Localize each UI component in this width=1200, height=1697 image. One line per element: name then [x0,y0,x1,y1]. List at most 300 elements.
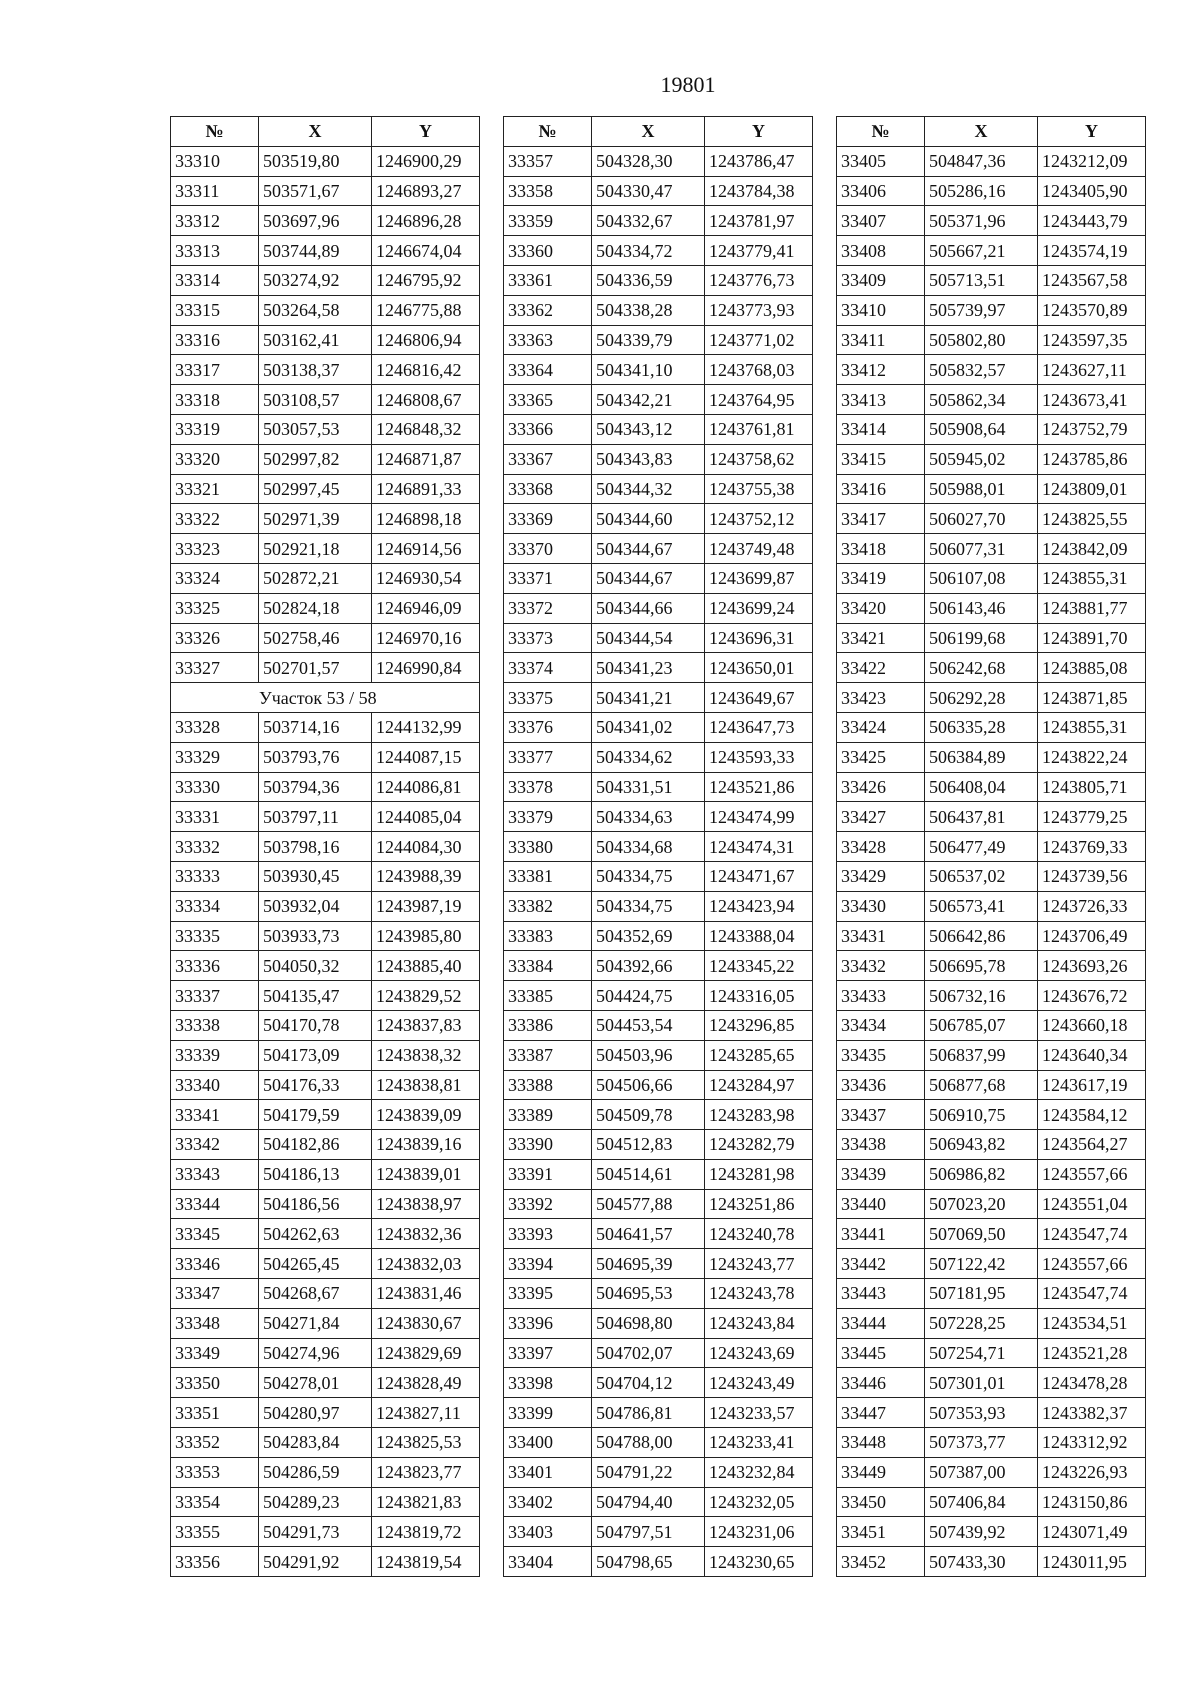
y-coordinate: 1246893,27 [372,176,480,206]
table-row [504,1100,813,1130]
table-row [837,176,1146,206]
y-coordinate: 1243557,66 [1038,1159,1146,1189]
point-number: 33406 [837,176,925,206]
y-coordinate: 1243226,93 [1038,1457,1146,1487]
point-number: 33431 [837,921,925,951]
table-row [504,146,813,176]
table-row [171,742,480,772]
y-coordinate: 1243839,09 [372,1100,480,1130]
y-coordinate: 1243829,52 [372,981,480,1011]
y-coordinate: 1243282,79 [705,1130,813,1160]
y-coordinate: 1243243,77 [705,1249,813,1279]
point-number: 33443 [837,1279,925,1309]
table-row [504,1398,813,1428]
table-row [837,1398,1146,1428]
x-coordinate: 504050,32 [259,951,372,981]
x-coordinate: 504641,57 [592,1219,705,1249]
table-row [837,1249,1146,1279]
y-coordinate: 1243805,71 [1038,772,1146,802]
x-coordinate: 503933,73 [259,921,372,951]
point-number: 33381 [504,861,592,891]
x-coordinate: 505862,34 [925,385,1038,415]
x-coordinate: 504509,78 [592,1100,705,1130]
x-coordinate: 507406,84 [925,1487,1038,1517]
point-number: 33449 [837,1457,925,1487]
header-y: Y [372,117,480,147]
x-coordinate: 504344,67 [592,534,705,564]
table-row [837,742,1146,772]
point-number: 33425 [837,742,925,772]
y-coordinate: 1243726,33 [1038,891,1146,921]
y-coordinate: 1246775,88 [372,295,480,325]
y-coordinate: 1243837,83 [372,1010,480,1040]
point-number: 33439 [837,1159,925,1189]
table-row [504,1517,813,1547]
point-number: 33343 [171,1159,259,1189]
y-coordinate: 1243739,56 [1038,861,1146,891]
table-row [171,593,480,623]
table-row [837,534,1146,564]
point-number: 33317 [171,355,259,385]
point-number: 33330 [171,772,259,802]
y-coordinate: 1243474,99 [705,802,813,832]
point-number: 33402 [504,1487,592,1517]
point-number: 33334 [171,891,259,921]
y-coordinate: 1243822,24 [1038,742,1146,772]
point-number: 33379 [504,802,592,832]
x-coordinate: 504291,92 [259,1547,372,1577]
point-number: 33332 [171,832,259,862]
x-coordinate: 503744,89 [259,236,372,266]
point-number: 33436 [837,1070,925,1100]
y-coordinate: 1243823,77 [372,1457,480,1487]
y-coordinate: 1243779,41 [705,236,813,266]
table-row [171,623,480,653]
table-row [171,563,480,593]
point-number: 33347 [171,1279,259,1309]
y-coordinate: 1243825,55 [1038,504,1146,534]
x-coordinate: 503697,96 [259,206,372,236]
table-row [504,1189,813,1219]
point-number: 33434 [837,1010,925,1040]
y-coordinate: 1243755,38 [705,474,813,504]
y-coordinate: 1243842,09 [1038,534,1146,564]
point-number: 33349 [171,1338,259,1368]
table-row [837,1100,1146,1130]
table-row [171,1249,480,1279]
point-number: 33316 [171,325,259,355]
point-number: 33418 [837,534,925,564]
y-coordinate: 1243551,04 [1038,1189,1146,1219]
point-number: 33371 [504,563,592,593]
y-coordinate: 1243773,93 [705,295,813,325]
y-coordinate: 1246930,54 [372,563,480,593]
point-number: 33321 [171,474,259,504]
x-coordinate: 506537,02 [925,861,1038,891]
point-number: 33424 [837,712,925,742]
y-coordinate: 1243570,89 [1038,295,1146,325]
y-coordinate: 1243985,80 [372,921,480,951]
y-coordinate: 1243839,16 [372,1130,480,1160]
x-coordinate: 502824,18 [259,593,372,623]
y-coordinate: 1243316,05 [705,981,813,1011]
x-coordinate: 506077,31 [925,534,1038,564]
point-number: 33362 [504,295,592,325]
point-number: 33435 [837,1040,925,1070]
point-number: 33392 [504,1189,592,1219]
table-row [837,981,1146,1011]
x-coordinate: 507439,92 [925,1517,1038,1547]
point-number: 33375 [504,683,592,713]
y-coordinate: 1243443,79 [1038,206,1146,236]
point-number: 33414 [837,414,925,444]
y-coordinate: 1244086,81 [372,772,480,802]
x-coordinate: 503519,80 [259,146,372,176]
table-row [837,206,1146,236]
table-row [504,1219,813,1249]
table-row [837,504,1146,534]
y-coordinate: 1246900,29 [372,146,480,176]
x-coordinate: 506695,78 [925,951,1038,981]
x-coordinate: 506408,04 [925,772,1038,802]
y-coordinate: 1246946,09 [372,593,480,623]
x-coordinate: 503162,41 [259,325,372,355]
table-row [504,1428,813,1458]
x-coordinate: 506242,68 [925,653,1038,683]
table-row [504,802,813,832]
table-header-row [504,117,813,147]
x-coordinate: 504280,97 [259,1398,372,1428]
y-coordinate: 1243828,49 [372,1368,480,1398]
table-row [171,1130,480,1160]
coordinates-table-middle [503,116,813,1577]
x-coordinate: 504512,83 [592,1130,705,1160]
y-coordinate: 1243230,65 [705,1547,813,1577]
x-coordinate: 502997,82 [259,444,372,474]
x-coordinate: 507254,71 [925,1338,1038,1368]
table-row [504,742,813,772]
x-coordinate: 507433,30 [925,1547,1038,1577]
y-coordinate: 1246898,18 [372,504,480,534]
point-number: 33411 [837,325,925,355]
x-coordinate: 504788,00 [592,1428,705,1458]
point-number: 33355 [171,1517,259,1547]
table-row [171,1457,480,1487]
x-coordinate: 504343,12 [592,414,705,444]
table-row [837,1547,1146,1577]
table-row [837,772,1146,802]
point-number: 33428 [837,832,925,862]
x-coordinate: 504577,88 [592,1189,705,1219]
point-number: 33450 [837,1487,925,1517]
section-row [171,683,480,713]
table-row [171,921,480,951]
table-row [171,1100,480,1130]
y-coordinate: 1243749,48 [705,534,813,564]
table-row [504,981,813,1011]
point-number: 33344 [171,1189,259,1219]
point-number: 33386 [504,1010,592,1040]
y-coordinate: 1243987,19 [372,891,480,921]
table-row [171,951,480,981]
y-coordinate: 1243761,81 [705,414,813,444]
table-row [171,1428,480,1458]
x-coordinate: 504265,45 [259,1249,372,1279]
point-number: 33426 [837,772,925,802]
table-row [171,1010,480,1040]
point-number: 33442 [837,1249,925,1279]
table-row [837,921,1146,951]
table-row [837,1219,1146,1249]
y-coordinate: 1243706,49 [1038,921,1146,951]
y-coordinate: 1246970,16 [372,623,480,653]
y-coordinate: 1243593,33 [705,742,813,772]
y-coordinate: 1243660,18 [1038,1010,1146,1040]
y-coordinate: 1243786,47 [705,146,813,176]
table-row [504,1249,813,1279]
y-coordinate: 1246806,94 [372,325,480,355]
x-coordinate: 504424,75 [592,981,705,1011]
table-row [171,891,480,921]
point-number: 33398 [504,1368,592,1398]
point-number: 33354 [171,1487,259,1517]
table-row [837,146,1146,176]
x-coordinate: 503932,04 [259,891,372,921]
table-row [171,1189,480,1219]
point-number: 33404 [504,1547,592,1577]
x-coordinate: 503108,57 [259,385,372,415]
table-row [504,712,813,742]
point-number: 33383 [504,921,592,951]
x-coordinate: 505908,64 [925,414,1038,444]
y-coordinate: 1243693,26 [1038,951,1146,981]
y-coordinate: 1246674,04 [372,236,480,266]
point-number: 33372 [504,593,592,623]
x-coordinate: 503798,16 [259,832,372,862]
point-number: 33422 [837,653,925,683]
x-coordinate: 504289,23 [259,1487,372,1517]
header-no: № [171,117,259,147]
point-number: 33385 [504,981,592,1011]
point-number: 33373 [504,623,592,653]
x-coordinate: 505713,51 [925,265,1038,295]
x-coordinate: 504695,53 [592,1279,705,1309]
table-row [171,355,480,385]
point-number: 33311 [171,176,259,206]
point-number: 33447 [837,1398,925,1428]
x-coordinate: 506384,89 [925,742,1038,772]
point-number: 33342 [171,1130,259,1160]
table-row [837,1517,1146,1547]
coordinates-table-right [836,116,1146,1577]
x-coordinate: 503797,11 [259,802,372,832]
x-coordinate: 504794,40 [592,1487,705,1517]
table-row [504,385,813,415]
x-coordinate: 506910,75 [925,1100,1038,1130]
table-row [171,1159,480,1189]
table-row [171,1547,480,1577]
x-coordinate: 504695,39 [592,1249,705,1279]
x-coordinate: 504344,66 [592,593,705,623]
y-coordinate: 1243830,67 [372,1308,480,1338]
y-coordinate: 1243597,35 [1038,325,1146,355]
table-row [171,534,480,564]
x-coordinate: 504343,83 [592,444,705,474]
x-coordinate: 504503,96 [592,1040,705,1070]
y-coordinate: 1243769,33 [1038,832,1146,862]
y-coordinate: 1243547,74 [1038,1219,1146,1249]
x-coordinate: 507301,01 [925,1368,1038,1398]
x-coordinate: 504179,59 [259,1100,372,1130]
x-coordinate: 504330,47 [592,176,705,206]
y-coordinate: 1243784,38 [705,176,813,206]
y-coordinate: 1243988,39 [372,861,480,891]
point-number: 33397 [504,1338,592,1368]
x-coordinate: 504704,12 [592,1368,705,1398]
x-coordinate: 505739,97 [925,295,1038,325]
table-row [504,1457,813,1487]
point-number: 33430 [837,891,925,921]
table-row [171,1308,480,1338]
header-y: Y [705,117,813,147]
x-coordinate: 504334,63 [592,802,705,832]
table-row [837,861,1146,891]
table-row [504,534,813,564]
point-number: 33403 [504,1517,592,1547]
y-coordinate: 1243768,03 [705,355,813,385]
table-row [504,355,813,385]
table-row [171,832,480,862]
table-row [504,325,813,355]
table-row [171,653,480,683]
x-coordinate: 507373,77 [925,1428,1038,1458]
point-number: 33394 [504,1249,592,1279]
x-coordinate: 507023,20 [925,1189,1038,1219]
table-row [504,832,813,862]
point-number: 33346 [171,1249,259,1279]
header-x: X [592,117,705,147]
point-number: 33417 [837,504,925,534]
point-number: 33391 [504,1159,592,1189]
coordinates-table-left [170,116,480,1577]
y-coordinate: 1243388,04 [705,921,813,951]
point-number: 33365 [504,385,592,415]
header-x: X [925,117,1038,147]
x-coordinate: 506027,70 [925,504,1038,534]
table-row [171,861,480,891]
table-row [504,504,813,534]
point-number: 33367 [504,444,592,474]
point-number: 33328 [171,712,259,742]
y-coordinate: 1243699,87 [705,563,813,593]
table-row [171,176,480,206]
table-row [837,385,1146,415]
point-number: 33399 [504,1398,592,1428]
x-coordinate: 507387,00 [925,1457,1038,1487]
point-number: 33415 [837,444,925,474]
y-coordinate: 1243584,12 [1038,1100,1146,1130]
table-row [837,683,1146,713]
x-coordinate: 504514,61 [592,1159,705,1189]
table-row [171,981,480,1011]
table-row [837,623,1146,653]
point-number: 33356 [171,1547,259,1577]
table-row [504,1130,813,1160]
table-row [171,1517,480,1547]
x-coordinate: 506143,46 [925,593,1038,623]
y-coordinate: 1243382,37 [1038,1398,1146,1428]
x-coordinate: 504334,75 [592,861,705,891]
table-row [837,236,1146,266]
x-coordinate: 506877,68 [925,1070,1038,1100]
table-row [504,1070,813,1100]
point-number: 33314 [171,265,259,295]
point-number: 33421 [837,623,925,653]
y-coordinate: 1244087,15 [372,742,480,772]
point-number: 33312 [171,206,259,236]
point-number: 33318 [171,385,259,415]
table-row [837,1070,1146,1100]
table-row [504,1308,813,1338]
x-coordinate: 504702,07 [592,1338,705,1368]
y-coordinate: 1243871,85 [1038,683,1146,713]
y-coordinate: 1243650,01 [705,653,813,683]
y-coordinate: 1243281,98 [705,1159,813,1189]
table-row [837,1040,1146,1070]
x-coordinate: 506642,86 [925,921,1038,951]
y-coordinate: 1243285,65 [705,1040,813,1070]
x-coordinate: 504336,59 [592,265,705,295]
point-number: 33374 [504,653,592,683]
table-row [171,474,480,504]
point-number: 33395 [504,1279,592,1309]
x-coordinate: 504453,54 [592,1010,705,1040]
x-coordinate: 504334,75 [592,891,705,921]
y-coordinate: 1243838,97 [372,1189,480,1219]
point-number: 33368 [504,474,592,504]
point-number: 33339 [171,1040,259,1070]
y-coordinate: 1243752,12 [705,504,813,534]
x-coordinate: 505945,02 [925,444,1038,474]
point-number: 33416 [837,474,925,504]
x-coordinate: 504268,67 [259,1279,372,1309]
point-number: 33326 [171,623,259,653]
y-coordinate: 1243405,90 [1038,176,1146,206]
point-number: 33313 [171,236,259,266]
header-no: № [837,117,925,147]
table-row [837,891,1146,921]
y-coordinate: 1243547,74 [1038,1279,1146,1309]
point-number: 33389 [504,1100,592,1130]
x-coordinate: 505802,80 [925,325,1038,355]
x-coordinate: 504331,51 [592,772,705,802]
table-row [837,951,1146,981]
point-number: 33444 [837,1308,925,1338]
y-coordinate: 1243296,85 [705,1010,813,1040]
y-coordinate: 1243832,03 [372,1249,480,1279]
y-coordinate: 1243855,31 [1038,563,1146,593]
x-coordinate: 505988,01 [925,474,1038,504]
x-coordinate: 504334,62 [592,742,705,772]
x-coordinate: 504847,36 [925,146,1038,176]
x-coordinate: 504506,66 [592,1070,705,1100]
x-coordinate: 504339,79 [592,325,705,355]
y-coordinate: 1243312,92 [1038,1428,1146,1458]
x-coordinate: 504344,54 [592,623,705,653]
point-number: 33377 [504,742,592,772]
point-number: 33359 [504,206,592,236]
x-coordinate: 503794,36 [259,772,372,802]
